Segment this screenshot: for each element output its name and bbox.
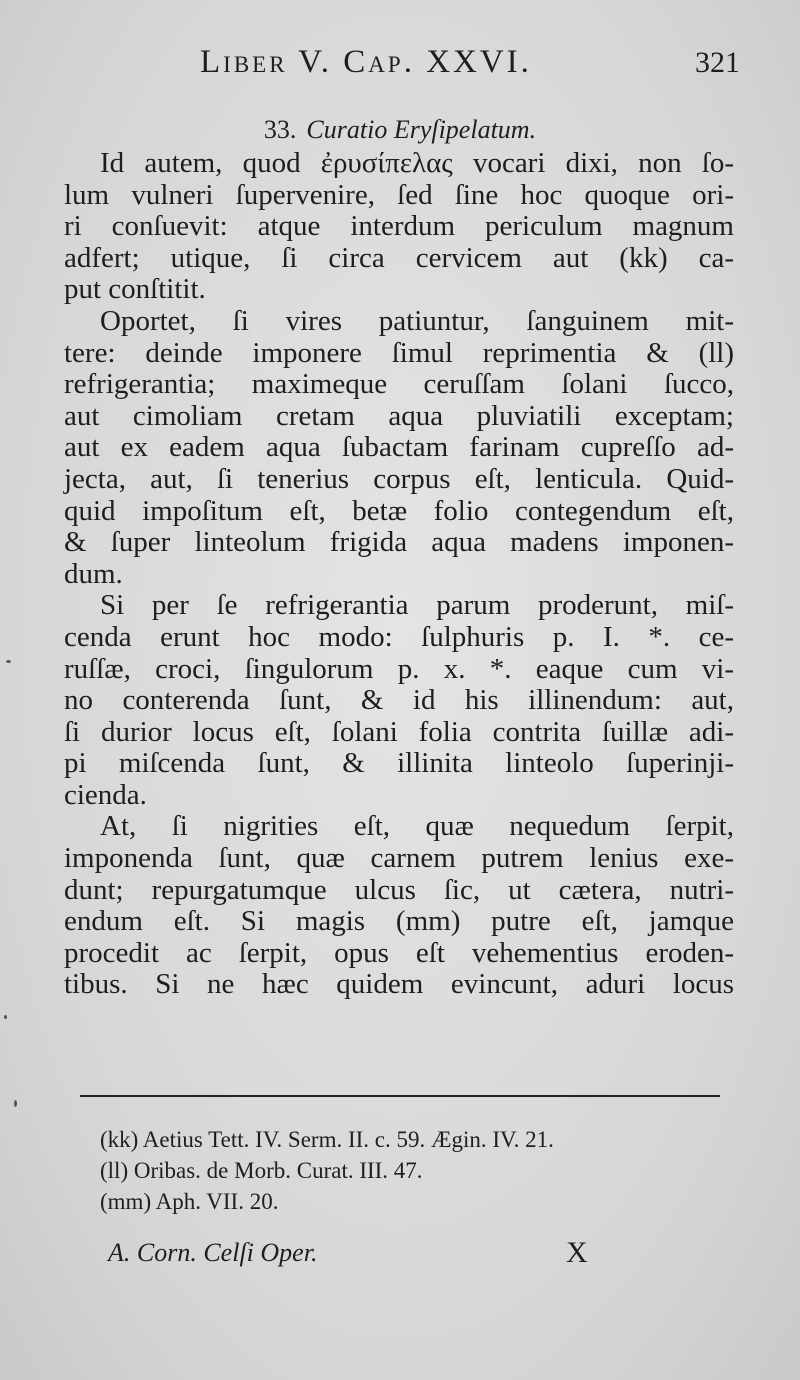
text-line: ruſſæ, croci, ſingulorum p. x. *. eaque cum vi- bbox=[64, 652, 734, 685]
section-title: Curatio Eryſipelatum. bbox=[306, 115, 537, 144]
text-line: tibus. Si ne hæc quidem evincunt, aduri locus bbox=[64, 968, 734, 1001]
section-heading bbox=[0, 115, 800, 145]
text-line: aut ex eadem aqua ſubactam farinam cupreſſo ad- bbox=[64, 431, 734, 464]
text-line: procedit ac ſerpit, opus eſt vehementius eroden- bbox=[64, 936, 734, 969]
footnotes bbox=[100, 1124, 740, 1217]
ink-speck bbox=[6, 660, 11, 663]
ink-speck bbox=[14, 1100, 17, 1107]
footnote-rule bbox=[80, 1095, 720, 1097]
page-number: 321 bbox=[695, 46, 740, 79]
paragraph-3 bbox=[64, 590, 734, 811]
text-line: imponenda ſunt, quæ carnem putrem lenius exe- bbox=[64, 842, 734, 875]
text-line: jecta, aut, ſi tenerius corpus eſt, lenticula. Quid- bbox=[64, 462, 734, 495]
paragraph-2 bbox=[64, 306, 734, 590]
running-title: Liber V. Cap. XXVI. bbox=[200, 44, 532, 80]
footnote: (mm) Aph. VII. 20. bbox=[100, 1189, 279, 1214]
footnote: (kk) Aetius Tett. IV. Serm. II. c. 59. Ægin. IV. 21. bbox=[100, 1127, 554, 1152]
ink-speck bbox=[4, 1015, 7, 1019]
text-line: & ſuper linteolum frigida aqua madens imponen- bbox=[64, 526, 734, 559]
section-number: 33. bbox=[263, 115, 297, 144]
body-text bbox=[64, 148, 734, 1001]
text-line: Oportet, ſi vires patiuntur, ſanguinem mit- bbox=[100, 304, 734, 337]
text-line: ſi durior locus eſt, ſolani folia contrita ſuillæ adi- bbox=[64, 715, 734, 748]
paragraph-1 bbox=[64, 148, 734, 306]
text-line: dunt; repurgatumque ulcus ſic, ut cætera, nutri- bbox=[64, 873, 734, 906]
text-line: put conſtitit. bbox=[64, 273, 206, 306]
text-line: At, ſi nigrities eſt, quæ nequedum ſerpit, bbox=[100, 810, 734, 843]
text-line: Si per ſe refrigerantia parum proderunt, miſ- bbox=[100, 589, 734, 622]
text-line: ri conſuevit: atque interdum periculum magnum bbox=[64, 210, 734, 243]
text-line: no conterenda ſunt, & id his illinendum: aut, bbox=[64, 684, 734, 717]
paragraph-4 bbox=[64, 811, 734, 1001]
text-line: cenda erunt hoc modo: ſulphuris p. I. *. ce- bbox=[64, 620, 734, 653]
footnote: (ll) Oribas. de Morb. Curat. III. 47. bbox=[100, 1158, 423, 1183]
text-line: cienda. bbox=[64, 778, 147, 811]
text-line: endum eſt. Si magis (mm) putre eſt, jamque bbox=[64, 905, 734, 938]
text-line: quid impoſitum eſt, betæ folio contegendum eſt, bbox=[64, 494, 734, 527]
running-head bbox=[200, 44, 740, 88]
text-line: refrigerantia; maximeque ceruſſam ſolani ſucco, bbox=[64, 368, 734, 401]
text-line: aut cimoliam cretam aqua pluviatili exceptam; bbox=[64, 399, 734, 432]
text-line: adfert; utique, ſi circa cervicem aut (kk) ca- bbox=[64, 241, 734, 274]
text-line: dum. bbox=[64, 557, 123, 590]
text-line: pi miſcenda ſunt, & illinita linteolo ſuperinji- bbox=[64, 747, 734, 780]
signature-mark: X bbox=[566, 1236, 588, 1269]
printer-signature: A. Corn. Celſi Oper. bbox=[108, 1238, 318, 1267]
text-line: lum vulneri ſupervenire, ſed ſine hoc quoque ori- bbox=[64, 178, 734, 211]
text-line: tere: deinde imponere ſimul reprimentia & (ll) bbox=[64, 336, 734, 369]
text-line: Id autem, quod ἐρυσίπελας vocari dixi, non ſo- bbox=[100, 147, 734, 179]
